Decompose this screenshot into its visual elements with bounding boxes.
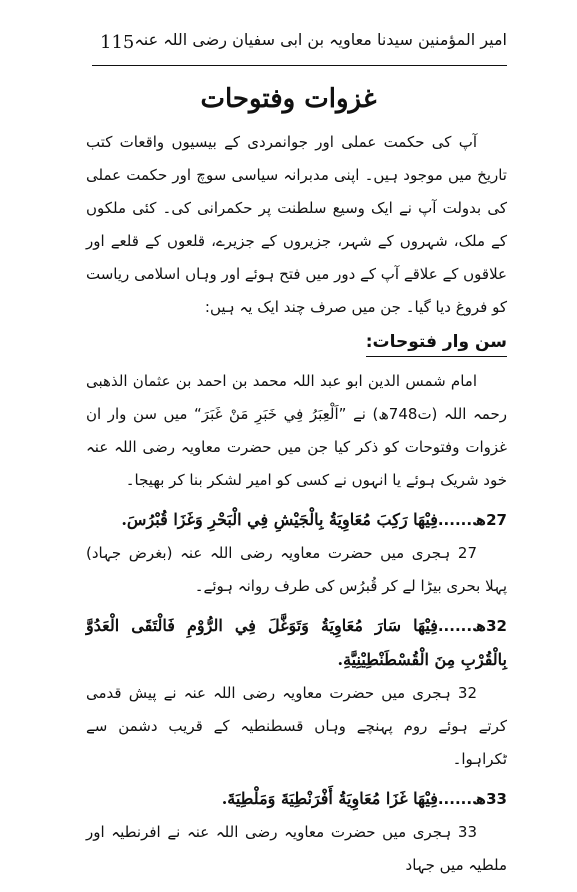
entry-year: 33ھ...... [437, 790, 507, 808]
entry-urdu: 27 ہجری میں حضرت معاویہ رضی اللہ عنہ (بغرض جہاد) پہلا بحری بیڑا لے کر قُبرُس کی طرف روانہ ہوئے۔ [86, 544, 507, 595]
page-header [92, 30, 507, 70]
subheading-row [86, 326, 507, 365]
entry-arabic: فِيْهَا سَارَ مُعَاوِيَةُ وَتَوَغَّلَ فِي الرُّوْمِ فَالْتَقَى الْعَدُوَّ بِالْقُرْبِ مِنَ الْقُسْطَنْطِيْنِيَّةِ. [86, 616, 507, 669]
entry-arabic: فِيْهَا غَزَا مُعَاوِيَةُ أَفْرَنْطِيَةَ وَمَلْطِيَةَ. [221, 789, 438, 808]
entry-32 [86, 609, 507, 776]
entry-year: 27ھ...... [437, 511, 507, 529]
header-rule [92, 65, 507, 66]
subheading: سن وار فتوحات: [366, 328, 507, 357]
entry-arabic: فِيْهَا رَكِبَ مُعَاوِيَةُ بِالْجَيْشِ فِي الْبَحْرِ وَغَزَا قُبْرُسَ. [121, 510, 438, 529]
intro-paragraph: امام شمس الدین ابو عبد اللہ محمد بن احمد بن عثمان الذھبی رحمہ اللہ (ت748ھ) نے ”اَلْعِبَرُ فِي خَبَرِ مَنْ غَبَرَ“ میں سن وار ان غزوات وفتوحات کو ذکر کیا جن میں حضرت معاویہ رضی اللہ عنہ خود شریک ہوئے یا انہوں نے کسی کو امیر لشکر بنا کر بھیجا۔ [86, 372, 507, 489]
entry-27 [86, 503, 507, 603]
entry-year: 32ھ...... [437, 617, 507, 635]
entry-urdu: 32 ہجری میں حضرت معاویہ رضی اللہ عنہ نے پیش قدمی کرتے ہوئے روم پہنچے وہاں قسطنطیہ کے قریب دشمن سے ٹکراہوا۔ [86, 684, 507, 768]
page-number: 115 [100, 32, 135, 53]
page-title: غزوات وفتوحات [200, 84, 377, 114]
entry-33 [86, 782, 507, 882]
paragraph: آپ کی حکمت عملی اور جوانمردی کے بیسیوں واقعات کتب تاریخ میں موجود ہیں۔ اپنی مدبرانہ سیاسی سوچ اور حکمت عملی کی بدولت آپ نے ایک وسیع سلطنت پر حکمرانی کی۔ کئی ملکوں کے ملک، شہروں کے شہر، جزیروں کے جزیرے، قلعوں کے قلعے اور علاقوں کے علاقے آپ کے دور میں فتح ہوئے اور وہاں اسلامی ریاست کو فروغ دیا گیا۔ جن میں صرف چند ایک یہ ہیں: [86, 133, 507, 316]
entry-urdu: 33 ہجری میں حضرت معاویہ رضی اللہ عنہ نے افرنطیہ اور ملطیہ میں جہاد [86, 823, 507, 874]
page-body [86, 126, 507, 884]
running-head: امیر المؤمنین سیدنا معاویہ بن ابی سفیان رضی اللہ عنہ [134, 30, 507, 49]
